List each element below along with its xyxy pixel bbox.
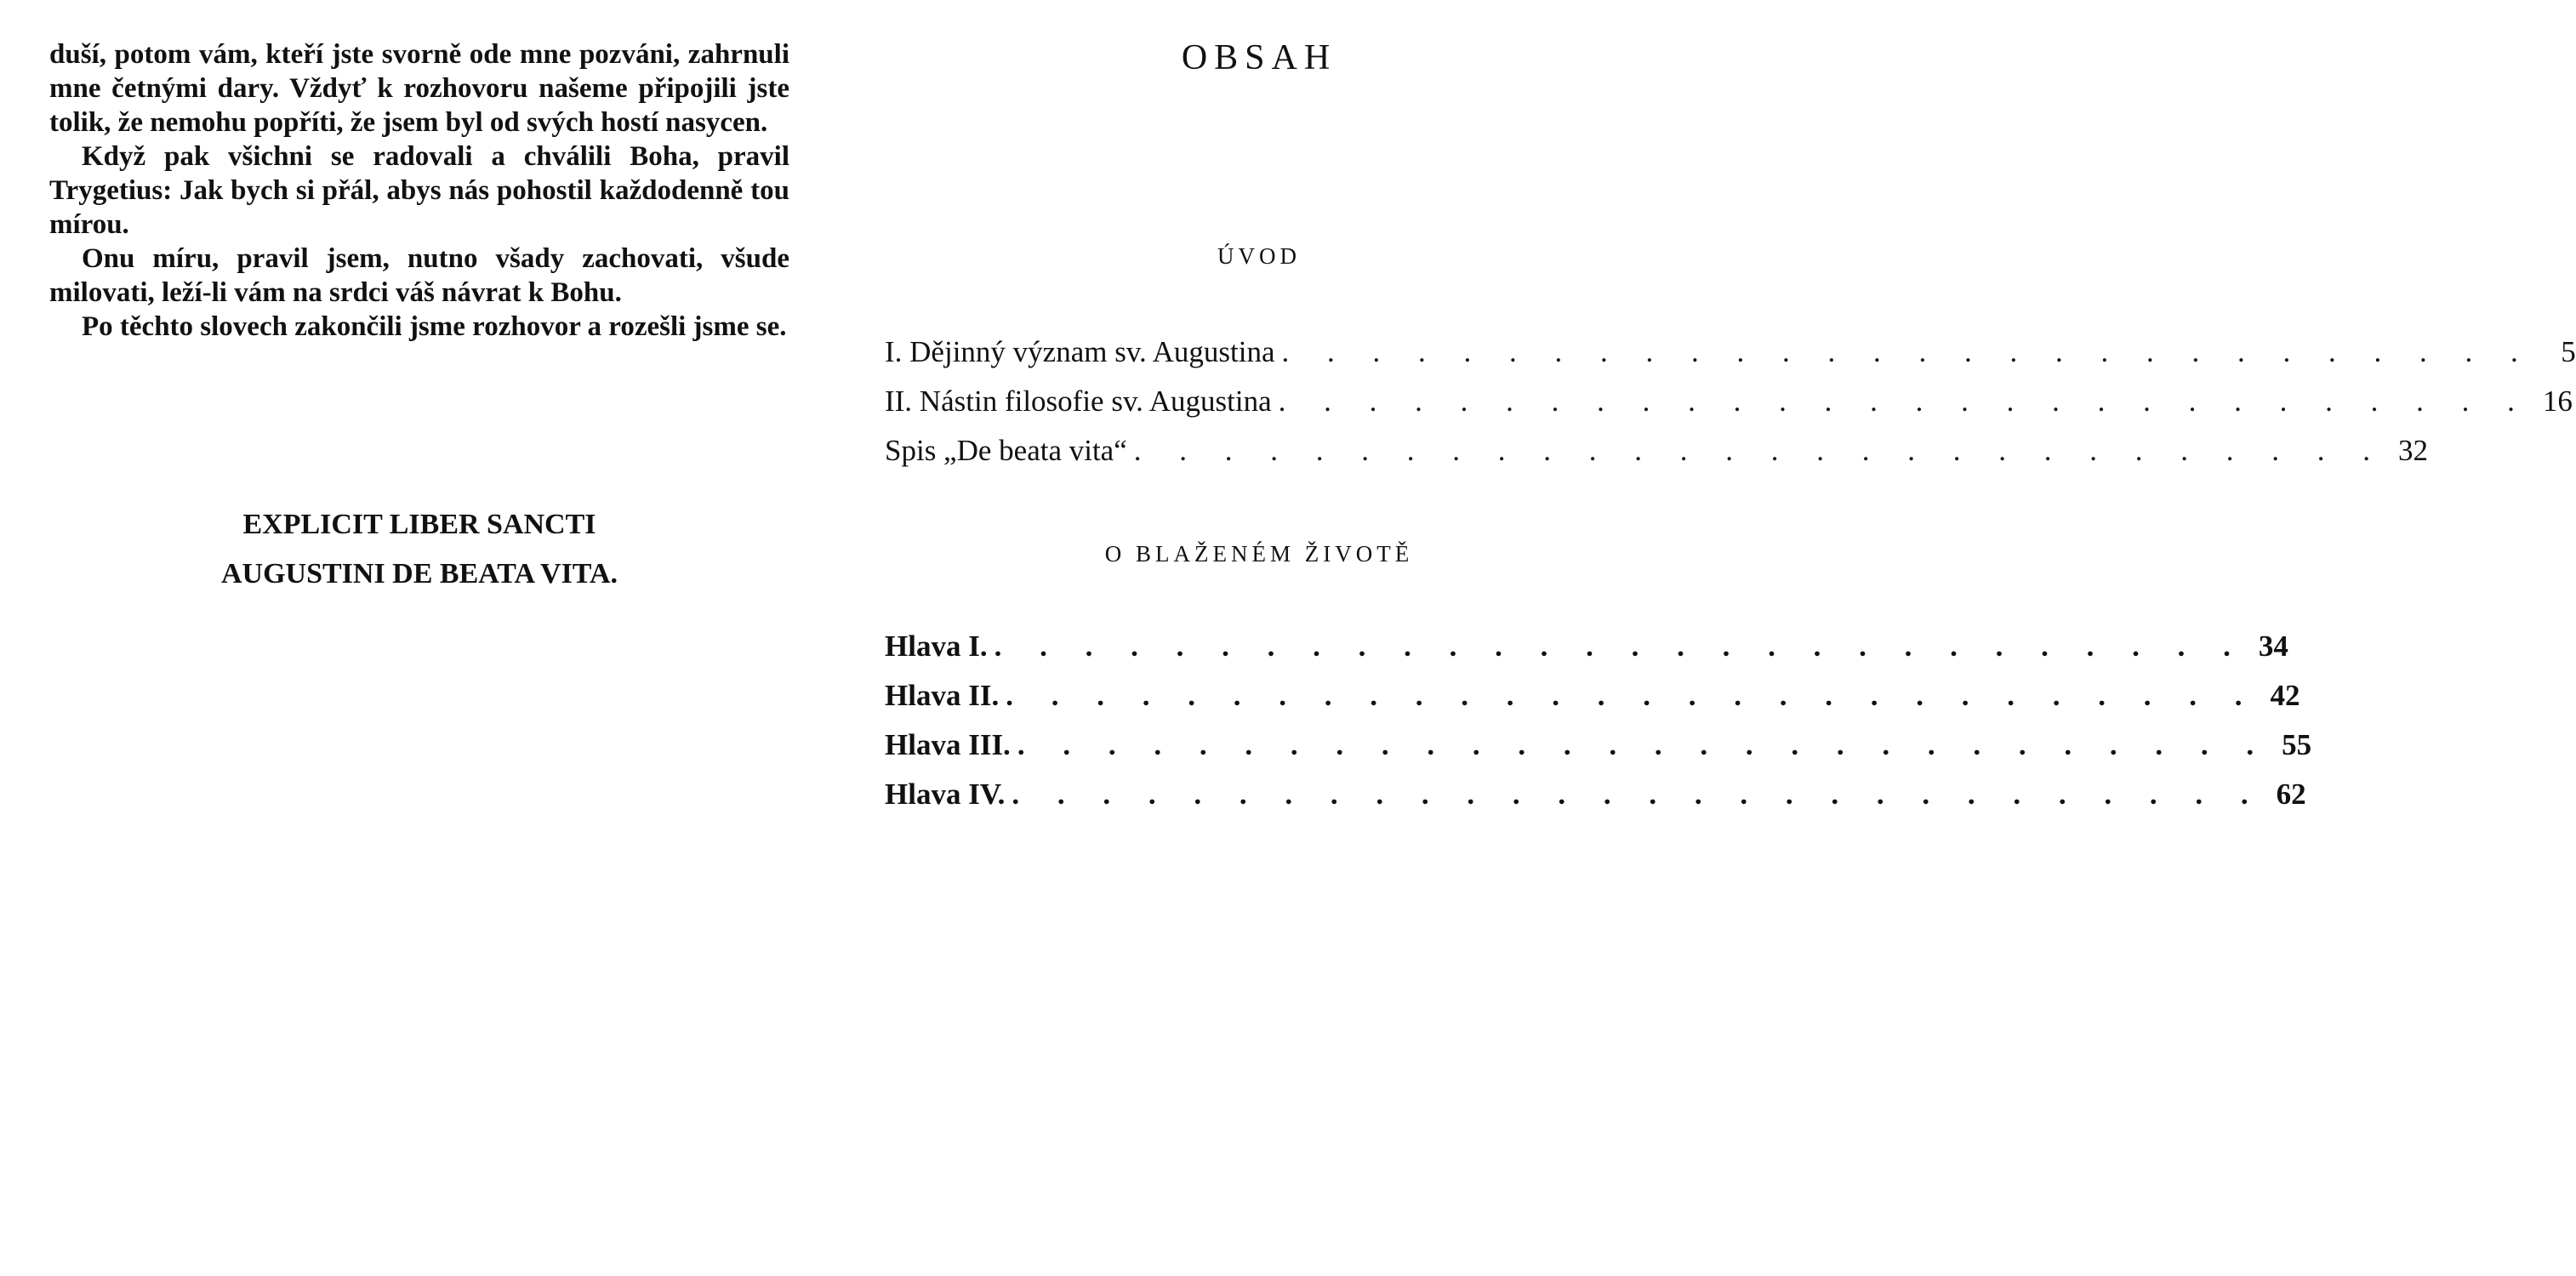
leader-dots: . . . . . . . . . . . . . . . . . . . . . . . . . . . . (1006, 679, 2258, 712)
toc-entry-label: II. Nástin filosofie sv. Augustina (885, 385, 1272, 418)
paragraph-2: Když pak všichni se radovali a chválili Boha, pravil Trygetius: Jak bych si přál, abys nás pohostil každodenně tou mírou. (49, 141, 789, 240)
explicit-line-2: AUGUSTINI DE BEATA VITA. (220, 558, 618, 590)
left-page (49, 37, 789, 344)
leader-dots: . . . . . . . . . . . . . . . . . . . . . . . . . . . . (1133, 434, 2386, 467)
section-heading-o-blazenem-zivote: O BLAŽENÉM ŽIVOTĚ (1104, 541, 1414, 567)
toc-entry[interactable] (885, 335, 2576, 385)
leader-dots: . . . . . . . . . . . . . . . . . . . . . . . . . . . . (1278, 385, 2530, 418)
toc-list-uvod (885, 335, 2576, 483)
toc-entry[interactable] (885, 385, 2573, 434)
paragraph-1: duší, potom vám, kteří jste svorně ode mne pozváni, zahrnuli mne četnými dary. Vždyť k rozhovoru našeme připojili jste tolik, že nemohu popříti, že jsem byl od svých hostí nasycen. (49, 39, 789, 138)
toc-entry-label: Hlava IV. (885, 778, 1006, 811)
toc-entry-page: 55 (2282, 728, 2312, 761)
leader-dots: . . . . . . . . . . . . . . . . . . . . . . . . . . . . (1017, 728, 2270, 761)
explicit-line-1: EXPLICIT LIBER SANCTI (242, 509, 596, 540)
section-heading-uvod: ÚVOD (1217, 243, 1301, 269)
body-text (49, 37, 789, 344)
explicit-colophon (49, 500, 789, 599)
toc-entry-page: 32 (2398, 434, 2429, 467)
toc-entry-label: I. Dějinný význam sv. Augustina (885, 335, 1275, 368)
leader-dots: . . . . . . . . . . . . . . . . . . . . . . . . . . . . (994, 629, 2246, 663)
toc-entry-label: Hlava III. (885, 728, 1011, 761)
toc-title: OBSAH (1181, 38, 1337, 77)
toc-entry-label: Spis „De beata vita“ (885, 434, 1127, 467)
leader-dots: . . . . . . . . . . . . . . . . . . . . . . . . . . . . (1012, 778, 2264, 811)
paragraph-4: Po těchto slovech zakončili jsme rozhovor a rozešli jsme se. (82, 311, 787, 342)
toc-entry-page: 42 (2270, 679, 2300, 712)
toc-entry-page: 62 (2276, 778, 2306, 811)
leader-dots: . . . . . . . . . . . . . . . . . . . . . . . . . . . . (1281, 335, 2533, 368)
toc-entry-page: 34 (2258, 629, 2288, 663)
toc-entry-page: 16 (2542, 385, 2573, 418)
paragraph-3: Onu míru, pravil jsem, nutno všady zachovati, všude milovati, leží-li vám na srdci váš návrat k Bohu. (49, 243, 789, 308)
toc-entry[interactable] (885, 778, 2306, 827)
toc-entry-label: Hlava I. (885, 629, 988, 663)
toc-entry[interactable] (885, 679, 2300, 728)
toc-entry-label: Hlava II. (885, 679, 1000, 712)
toc-entry[interactable] (885, 629, 2288, 679)
toc-entry-page: 5 (2561, 335, 2576, 368)
toc-list-chapters (885, 629, 2312, 827)
toc-entry[interactable] (885, 728, 2312, 778)
toc-entry[interactable] (885, 434, 2429, 483)
